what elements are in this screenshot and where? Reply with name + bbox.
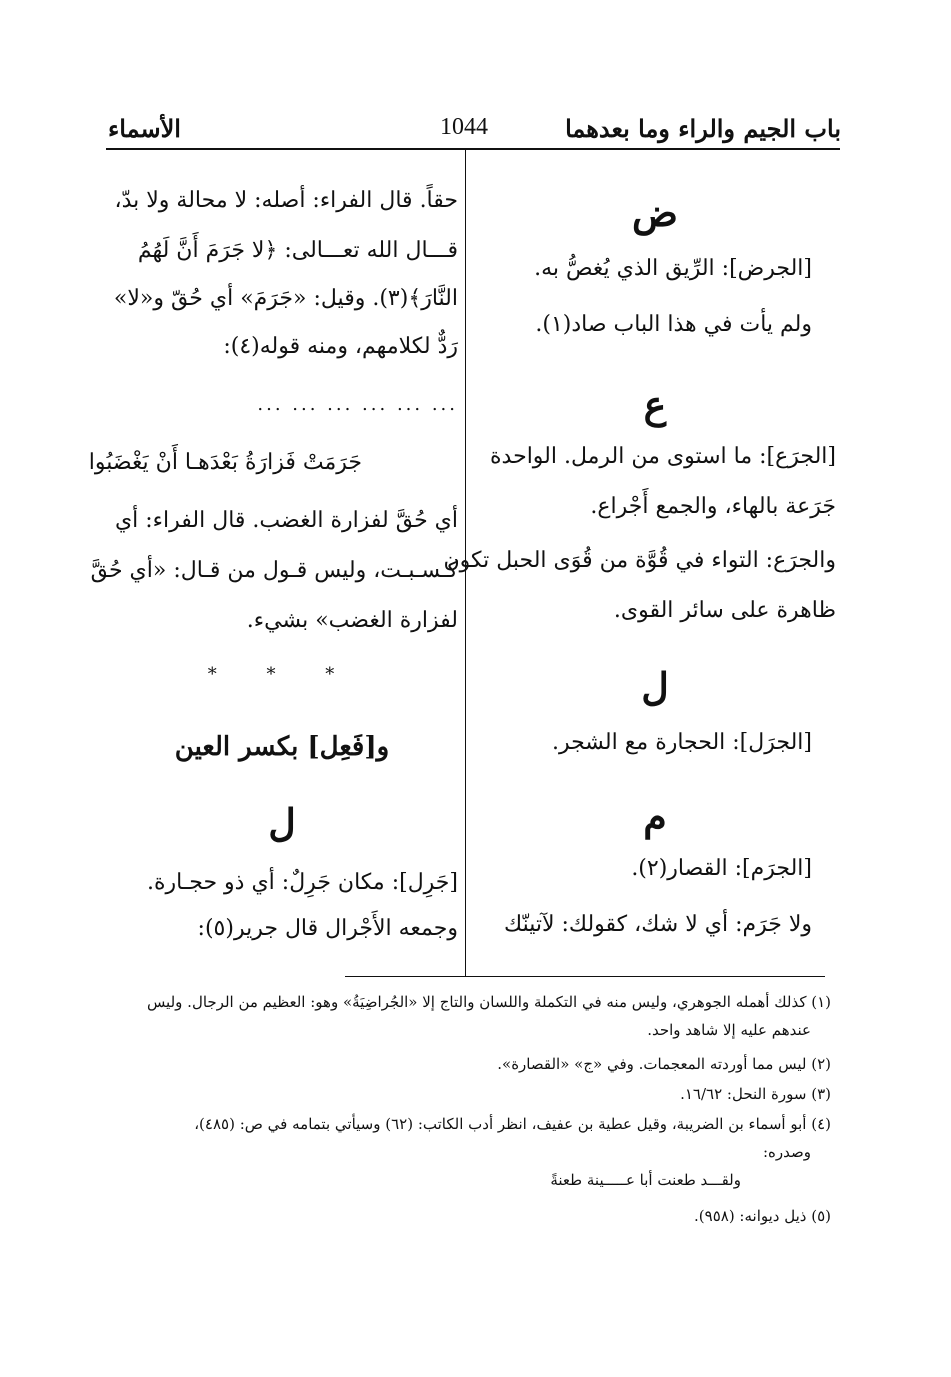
letter-heading-mim: م xyxy=(643,794,667,839)
footnote-3: (٣) سورة النحل: ١٦/٦٢. xyxy=(680,1085,831,1103)
ellipsis-dots: ... ... ... ... ... ... xyxy=(257,394,458,415)
entry-line: قـــال الله تعـــالى: ﴿لا جَرَمَ أَنَّ لَهُمُ xyxy=(137,238,458,263)
letter-heading-lam: ل xyxy=(641,664,669,709)
footnote-4-continued: وصدره: xyxy=(762,1143,811,1161)
entry-line: أي حُقَّ لفزارة الغضب. قال الفراء: أي xyxy=(114,508,458,533)
right-column xyxy=(443,150,836,976)
entry-line: [الجرَم]: القصار(٢). xyxy=(631,856,812,881)
entry-line: [الجرَع]: ما استوى من الرمل. الواحدة xyxy=(490,444,836,469)
footnote-2: (٢) ليس مما أوردته المعجمات. وفي «ج» «القصارة». xyxy=(497,1055,831,1073)
footnote-1-continued: عندهم عليه إلا شاهد واحد. xyxy=(647,1021,811,1039)
entry-line: جَرَعة بالهاء، والجمع أَجْراع. xyxy=(590,494,836,519)
entry-line: ولم يأت في هذا الباب صاد(١). xyxy=(535,312,812,337)
entry-line: [الجرض]: الرِّيق الذي يُغصُّ به. xyxy=(534,256,812,281)
entry-line: [الجرَل]: الحجارة مع الشجر. xyxy=(551,730,812,755)
section-title: الأسماء xyxy=(108,114,181,143)
footnote-4-verse: ولقـــد طعنت أبا عـــــينة طعنةً xyxy=(550,1171,741,1189)
entry-line: كـسـبـت، وليس قـول من قـال: «أي حُقَّ xyxy=(90,558,458,583)
letter-heading-dad: ض xyxy=(632,190,678,235)
footnote-5: (٥) ذيل ديوانه: (٩٥٨). xyxy=(694,1207,831,1225)
entry-line: [جَرِل]: مكان جَرِلٌ: أي ذو حجـارة. xyxy=(146,870,458,895)
chapter-title: باب الجيم والراء وما بعدهما xyxy=(565,114,841,143)
entry-line: ظاهرة على سائر القوى. xyxy=(613,598,836,623)
page-number: 1044 xyxy=(440,114,488,140)
entry-line: النَّارَ﴾(٣). وقيل: «جَرَمَ» أي حُقّ و«لا» xyxy=(113,286,458,311)
verse-line: جَرَمَتْ فَزارَةُ بَعْدَهـا أَنْ يَغْضَبُوا xyxy=(88,450,362,475)
entry-line: حقاً. قال الفراء: أصله: لا محالة ولا بدّ، xyxy=(114,188,458,213)
section-separator: * * * xyxy=(207,664,357,685)
footnote-rule xyxy=(345,976,825,977)
entry-line: لفزارة الغضب» بشيء. xyxy=(246,608,458,633)
left-column xyxy=(88,150,458,976)
section-subheading: و[فَعِل] بكسر العين xyxy=(174,732,390,762)
footnote-4: (٤) أبو أسماء بن الضريبة، وقيل عطية بن عفيف، انظر أدب الكاتب: (٦٢) وسيأتي بتمامه في ص: (٤٨٥)، xyxy=(194,1115,831,1133)
letter-heading-lam: ل xyxy=(268,800,296,845)
entry-line: وجمعه الأَجْرال قال جرير(٥): xyxy=(197,916,458,941)
footnote-1: (١) كذلك أهمله الجوهري، وليس منه في التكملة واللسان والتاج إلا «الجُراضِيَةُ» وهو: العظيم من الرجال. وليس xyxy=(146,993,831,1011)
letter-heading-ain: ع xyxy=(643,382,667,427)
entry-line: والجرَع: التواء في قُوَّة من قُوَى الحبل تكون xyxy=(443,548,836,573)
entry-line: رَدٌّ لكلامهم، ومنه قوله(٤): xyxy=(223,334,458,359)
entry-line: ولا جَرَم: أي لا شك، كقولك: لآتينّك xyxy=(504,912,812,937)
